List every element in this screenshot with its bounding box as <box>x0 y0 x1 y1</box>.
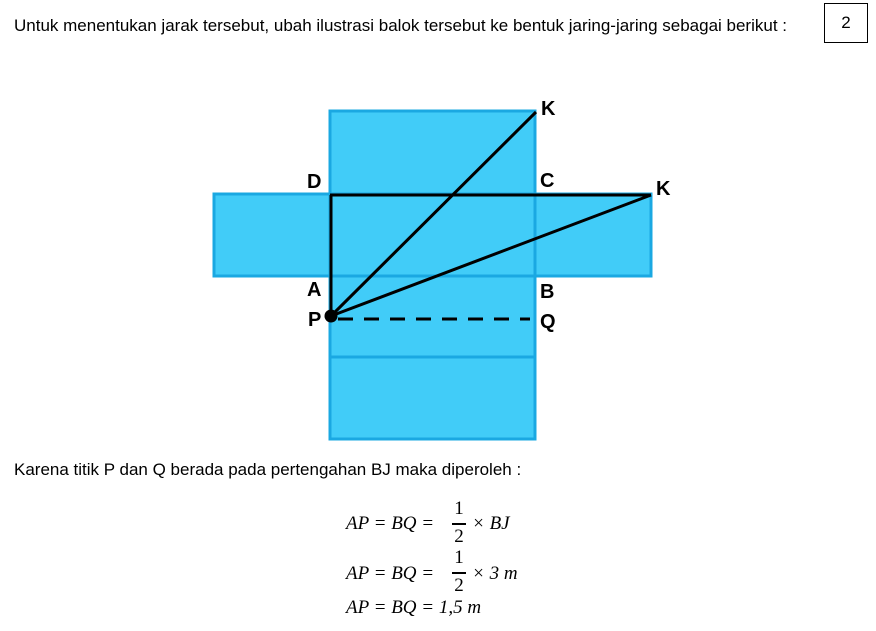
label-b: B <box>540 281 555 303</box>
label-d: D <box>307 171 322 193</box>
face-right <box>535 194 651 276</box>
label-k-right: K <box>656 178 671 200</box>
label-a: A <box>307 279 322 301</box>
label-p: P <box>308 309 322 331</box>
eq1-left: AP = BQ = <box>346 513 435 534</box>
eq1-numerator: 1 <box>454 498 464 519</box>
eq2-numerator: 1 <box>454 547 464 568</box>
point-p-dot <box>325 310 338 323</box>
face-top <box>330 111 535 194</box>
face-bottom-2 <box>330 357 535 439</box>
eq1-fraction-bar <box>452 523 466 525</box>
face-left <box>214 194 330 276</box>
eq2-fraction-bar <box>452 572 466 574</box>
label-k-top: K <box>541 98 556 120</box>
eq1-right: × BJ <box>472 513 510 534</box>
eq2-right: × 3 m <box>472 563 518 584</box>
page-number: 2 <box>841 13 851 32</box>
label-q: Q <box>540 311 556 333</box>
eq3: AP = BQ = 1,5 m <box>346 597 482 618</box>
eq2-left: AP = BQ = <box>346 563 435 584</box>
conclusion-text: Karena titik P dan Q berada pada pertengahan BJ maka diperoleh : <box>14 460 522 479</box>
eq2-denominator: 2 <box>454 575 464 596</box>
intro-text: Untuk menentukan jarak tersebut, ubah ilustrasi balok tersebut ke bentuk jaring-jaring sebagai berikut : <box>14 16 787 35</box>
net-faces <box>214 111 651 439</box>
label-c: C <box>540 170 555 192</box>
eq1-denominator: 2 <box>454 526 464 547</box>
face-center <box>330 194 535 276</box>
